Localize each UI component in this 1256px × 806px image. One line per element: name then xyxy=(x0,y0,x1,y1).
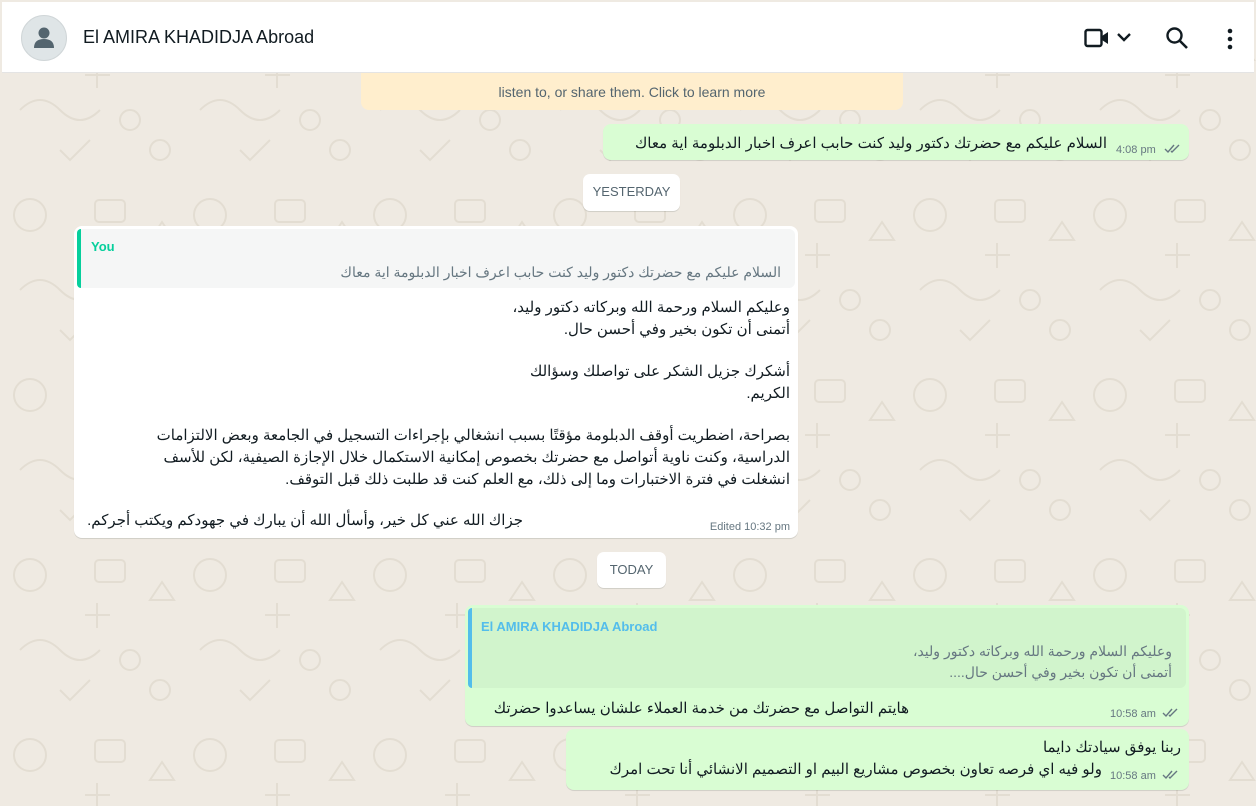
message-text: هايتم التواصل مع حضرتك من خدمة العملاء علشان يساعدوا حضرتك xyxy=(493,700,909,717)
chat-header xyxy=(2,2,1254,73)
message-bubble-outgoing[interactable] xyxy=(465,605,1189,726)
message-time: 10:58 am xyxy=(1110,708,1156,720)
read-ticks-icon xyxy=(1164,143,1182,154)
quote-author: El AMIRA KHADIDJA Abroad xyxy=(481,619,658,634)
quote-text: وعليكم السلام ورحمة الله وبركاته دكتور وليد، xyxy=(912,643,1172,659)
message-bubble-incoming[interactable] xyxy=(74,226,798,538)
message-line: أشكرك جزيل الشكر على تواصلك وسؤالك xyxy=(529,363,790,380)
avatar[interactable] xyxy=(21,15,67,61)
search-icon[interactable] xyxy=(1165,26,1189,50)
read-ticks-icon xyxy=(1162,769,1180,780)
chevron-down-icon[interactable] xyxy=(1116,31,1132,43)
message-line: بصراحة، اضطريت أوقف الدبلومة مؤقتًا بسبب انشغالي بإجراءات التسجيل في الجامعة وبعض الالتزامات xyxy=(156,427,790,444)
notice-text: listen to, or share them. Click to learn more xyxy=(498,84,766,100)
message-time: 4:08 pm xyxy=(1116,144,1156,156)
quoted-message[interactable] xyxy=(468,608,1186,688)
quoted-message[interactable] xyxy=(77,229,795,288)
menu-icon[interactable] xyxy=(1226,27,1234,51)
contact-name[interactable]: El AMIRA KHADIDJA Abroad xyxy=(83,27,315,47)
message-line: جزاك الله عني كل خير، وأسأل الله أن يبارك في جهودكم ويكتب أجركم. xyxy=(87,512,523,529)
message-text: السلام عليكم مع حضرتك دكتور وليد كنت حابب اعرف اخبار الدبلومة اية معاك xyxy=(634,135,1107,152)
date-divider-today xyxy=(597,552,666,588)
message-line: الدراسية، وكنت ناوية أتواصل مع حضرتك بخصوص إمكانية الاستكمال خلال الإجازة الصيفية، لكن للأسف xyxy=(163,449,790,466)
quote-text: أتمنى أن تكون بخير وفي أحسن حال.... xyxy=(949,664,1172,680)
message-line: ولو فيه اي فرصه تعاون بخصوص مشاريع البيم او التصميم الانشائي أنا تحت امرك xyxy=(609,761,1102,778)
avatar-icon xyxy=(33,26,55,50)
read-ticks-icon xyxy=(1162,707,1180,718)
date-label: TODAY xyxy=(609,562,654,577)
message-time: Edited 10:32 pm xyxy=(709,521,790,533)
message-line: وعليكم السلام ورحمة الله وبركاته دكتور وليد، xyxy=(512,299,790,316)
message-line: أتمنى أن تكون بخير وفي أحسن حال. xyxy=(563,321,790,338)
message-time: 10:58 am xyxy=(1110,770,1156,782)
message-line: ربنا يوفق سيادتك دايما xyxy=(1042,739,1181,756)
video-call-icon[interactable] xyxy=(1084,27,1110,49)
message-line: الكريم. xyxy=(746,385,790,402)
quote-author: You xyxy=(91,239,115,254)
quote-accent-bar xyxy=(468,608,472,688)
message-line: انشغلت في فترة الاختبارات وما إلى ذلك، مع العلم كنت قد طلبت ذلك قبل التوقف. xyxy=(285,471,790,488)
date-label: YESTERDAY xyxy=(592,184,671,199)
quote-accent-bar xyxy=(77,229,81,288)
message-bubble-outgoing[interactable] xyxy=(603,124,1189,160)
quote-text: السلام عليكم مع حضرتك دكتور وليد كنت حابب اعرف اخبار الدبلومة اية معاك xyxy=(340,264,781,280)
message-bubble-outgoing[interactable] xyxy=(566,729,1189,790)
date-divider-yesterday xyxy=(583,174,680,211)
